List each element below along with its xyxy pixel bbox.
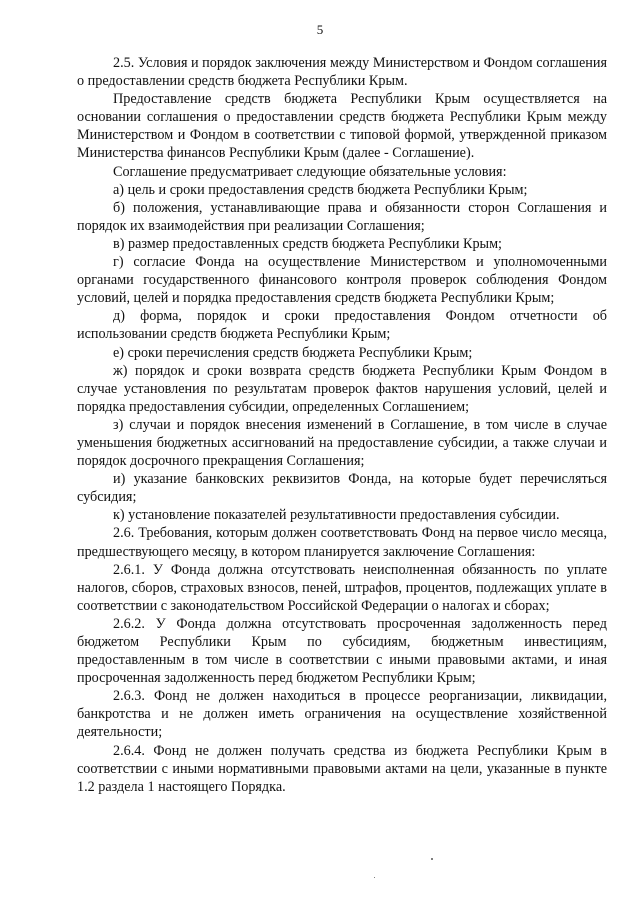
- paragraph-2-6-4: 2.6.4. Фонд не должен получать средства из бюджета Республики Крым в соответствии с иными нормативными правовыми актами на цели, указанные в пункте 1.2 раздела 1 настоящего Порядка.: [77, 742, 607, 795]
- scan-speck: [431, 858, 433, 860]
- paragraph-2-6-1: 2.6.1. У Фонда должна отсутствовать неисполненная обязанность по уплате налогов, сборов, страховых взносов, пеней, штрафов, процентов, подлежащих уплате в соответствии с законодательством Российской Федерации о налогах и сборах;: [77, 561, 607, 614]
- list-item-k: к) установление показателей результативности предоставления субсидии.: [113, 507, 560, 524]
- paragraph-2-6-2: 2.6.2. У Фонда должна отсутствовать просроченная задолженность перед бюджетом Республики Крым по субсидиям, бюджетным инвестициям, предоставленным в том числе в соответствии с иными правовыми актами, и иная просроченная задолженность перед бюджетом Республики Крым;: [77, 615, 607, 687]
- list-item-g: г) согласие Фонда на осуществление Министерством и уполномоченными органами государственного финансового контроля проверок соблюдения Фондом условий, целей и порядка предоставления средств бюджета Республики Крым;: [77, 254, 607, 307]
- list-item-a: а) цель и сроки предоставления средств бюджета Республики Крым;: [113, 181, 528, 198]
- list-item-b: б) положения, устанавливающие права и обязанности сторон Соглашения и порядок их взаимодействия при реализации Соглашения;: [77, 199, 607, 234]
- list-item-e: е) сроки перечисления средств бюджета Республики Крым;: [113, 344, 473, 361]
- list-item-i: и) указание банковских реквизитов Фонда, на которые будет перечисляться субсидия;: [77, 471, 607, 506]
- paragraph-2-5-heading: 2.5. Условия и порядок заключения между Министерством и Фондом соглашения о предоставлении средств бюджета Республики Крым.: [77, 55, 607, 90]
- paragraph-agreement-basis: Предоставление средств бюджета Республики Крым осуществляется на основании соглашения о предоставлении средств бюджета Республики Крым между Министерством и Фондом в соответствии с типовой формой, утвержденной приказом Министерства финансов Республики Крым (далее - Соглашение).: [77, 91, 607, 162]
- list-item-v: в) размер предоставленных средств бюджета Республики Крым;: [113, 235, 502, 252]
- list-item-zh: ж) порядок и сроки возврата средств бюджета Республики Крым Фондом в случае установления по результатам проверок фактов нарушения условий, целей и порядка предоставления субсидии, определенных Соглашением;: [77, 362, 607, 415]
- scan-speck: [374, 877, 375, 878]
- paragraph-2-6-requirements: 2.6. Требования, которым должен соответствовать Фонд на первое число месяца, предшествующего месяцу, в котором планируется заключение Соглашения:: [77, 525, 607, 560]
- paragraph-mandatory-conditions: Соглашение предусматривает следующие обязательные условия:: [113, 163, 507, 180]
- document-body: [77, 54, 607, 796]
- page-number: 5: [316, 22, 324, 37]
- paragraph-2-6-3: 2.6.3. Фонд не должен находиться в процессе реорганизации, ликвидации, банкротства и не должен иметь ограничения на осуществление хозяйственной деятельности;: [77, 688, 607, 741]
- list-item-d: д) форма, порядок и сроки предоставления Фондом отчетности об использовании средств бюджета Республики Крым;: [77, 308, 607, 343]
- list-item-z: з) случаи и порядок внесения изменений в Соглашение, в том числе в случае уменьшения бюджетных ассигнований на предоставление субсидии, а также случаи и порядок досрочного прекращения Соглашения;: [77, 416, 607, 470]
